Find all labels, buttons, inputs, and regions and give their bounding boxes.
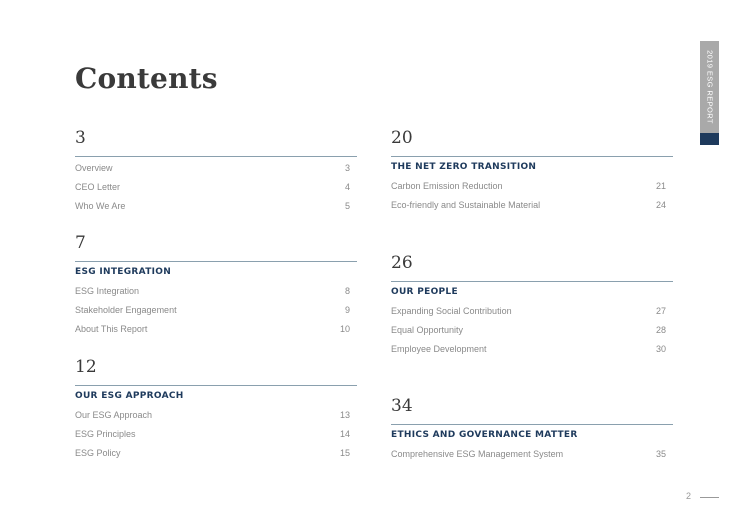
- entry-page: 3: [344, 163, 350, 173]
- section-number: 12: [75, 357, 97, 377]
- entry-page: 30: [655, 344, 666, 354]
- entry-page: 28: [655, 325, 666, 335]
- entry-list: [75, 406, 357, 463]
- entry-label: About This Report: [75, 324, 148, 334]
- entry-page: 24: [655, 200, 666, 210]
- entry-list: [391, 302, 673, 359]
- toc-entry[interactable]: [391, 340, 673, 359]
- section-heading: ETHICS AND GOVERNANCE MATTER: [391, 430, 578, 440]
- toc-entry[interactable]: [75, 320, 357, 339]
- side-tab-label: 2019 ESG REPORT: [705, 50, 714, 124]
- toc-entry[interactable]: [75, 444, 357, 463]
- entry-page: 10: [339, 324, 350, 334]
- section-heading: THE NET ZERO TRANSITION: [391, 162, 537, 172]
- entry-label: Carbon Emission Reduction: [391, 181, 503, 191]
- entry-page: 27: [655, 306, 666, 316]
- toc-entry[interactable]: [75, 159, 357, 178]
- toc-entry[interactable]: [391, 196, 673, 215]
- entry-label: ESG Principles: [75, 429, 136, 439]
- entry-page: 35: [655, 449, 666, 459]
- toc-entry[interactable]: [391, 321, 673, 340]
- entry-label: Expanding Social Contribution: [391, 306, 512, 316]
- toc-entry[interactable]: [391, 177, 673, 196]
- toc-section-overview: [75, 126, 357, 216]
- toc-entry[interactable]: [75, 301, 357, 320]
- entry-label: Employee Development: [391, 344, 487, 354]
- section-number: 26: [391, 253, 413, 273]
- toc-section-ethics-governance: [391, 394, 673, 464]
- toc-entry[interactable]: [75, 406, 357, 425]
- entry-label: Eco-friendly and Sustainable Material: [391, 200, 541, 210]
- entry-page: 4: [344, 182, 350, 192]
- section-heading: OUR ESG APPROACH: [75, 391, 184, 401]
- entry-page: 5: [344, 201, 350, 211]
- section-heading: OUR PEOPLE: [391, 287, 458, 297]
- section-number: 7: [75, 233, 86, 253]
- section-divider: [75, 261, 357, 262]
- section-number: 34: [391, 396, 413, 416]
- entry-page: 8: [344, 286, 350, 296]
- entry-page: 14: [339, 429, 350, 439]
- entry-list: [75, 282, 357, 339]
- entry-list: [391, 445, 673, 464]
- toc-entry[interactable]: [75, 282, 357, 301]
- entry-list: [75, 159, 357, 216]
- section-number: 20: [391, 128, 413, 148]
- report-side-tab: [700, 41, 719, 133]
- page-number: 2: [686, 491, 692, 501]
- page-title: Contents: [75, 62, 218, 95]
- entry-label: Comprehensive ESG Management System: [391, 449, 564, 459]
- toc-entry[interactable]: [75, 197, 357, 216]
- page-number-rule: [700, 497, 719, 498]
- section-divider: [391, 424, 673, 425]
- entry-label: Stakeholder Engagement: [75, 305, 177, 315]
- entry-list: [391, 177, 673, 215]
- entry-label: Overview: [75, 163, 113, 173]
- section-heading: ESG INTEGRATION: [75, 267, 172, 277]
- section-number: 3: [75, 128, 86, 148]
- entry-label: Who We Are: [75, 201, 126, 211]
- toc-section-esg-integration: [75, 231, 357, 339]
- entry-page: 21: [655, 181, 666, 191]
- section-divider: [391, 156, 673, 157]
- entry-page: 15: [339, 448, 350, 458]
- entry-page: 13: [339, 410, 350, 420]
- entry-label: CEO Letter: [75, 182, 121, 192]
- entry-label: Equal Opportunity: [391, 325, 464, 335]
- toc-entry[interactable]: [75, 178, 357, 197]
- entry-label: ESG Policy: [75, 448, 121, 458]
- toc-section-esg-approach: [75, 355, 357, 463]
- side-tab-accent: [700, 133, 719, 145]
- entry-label: Our ESG Approach: [75, 410, 153, 420]
- section-divider: [75, 385, 357, 386]
- toc-entry[interactable]: [75, 425, 357, 444]
- toc-entry[interactable]: [391, 445, 673, 464]
- toc-section-net-zero: [391, 126, 673, 215]
- entry-label: ESG Integration: [75, 286, 140, 296]
- section-divider: [391, 281, 673, 282]
- toc-entry[interactable]: [391, 302, 673, 321]
- toc-section-our-people: [391, 251, 673, 359]
- entry-page: 9: [344, 305, 350, 315]
- section-divider: [75, 156, 357, 157]
